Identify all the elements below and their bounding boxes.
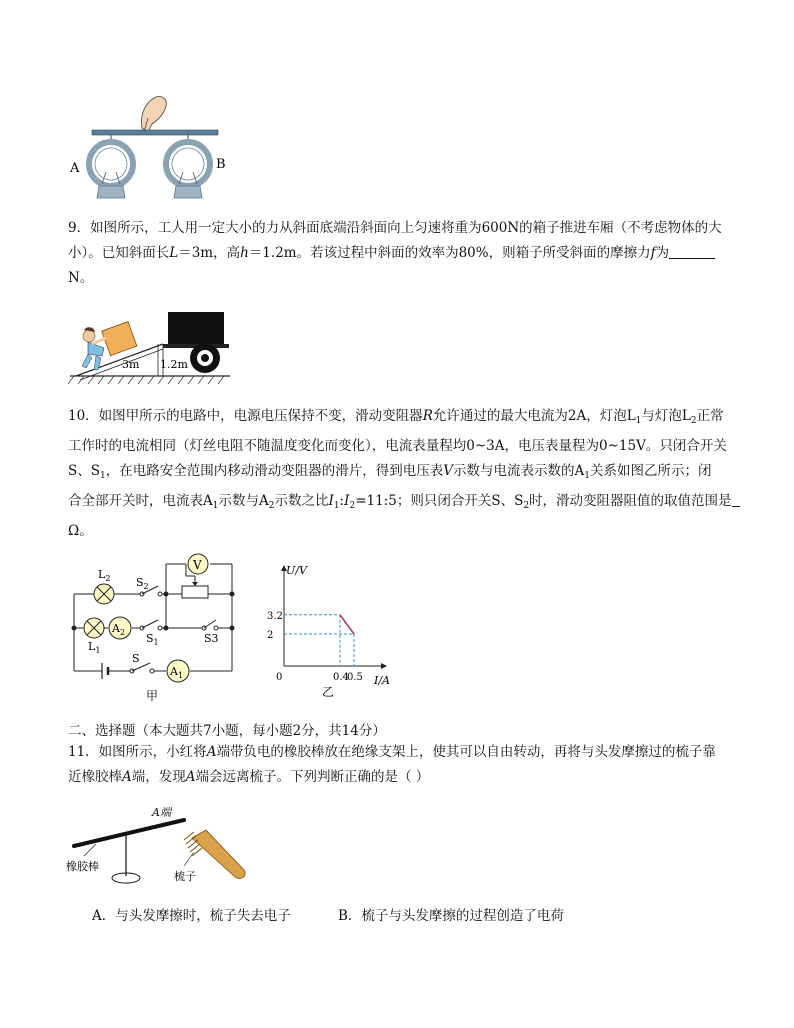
rod-comb-figure bbox=[66, 804, 256, 890]
q10-line-4: 合全部开关时，电流表$A_1$示数与$A_2$示数之比$I_1:I_2=11:5$；则只闭合开关S、$S_2$时，滑动变阻器阻值的取值范围是 bbox=[68, 489, 728, 519]
question-10 bbox=[68, 404, 732, 544]
label-b: B bbox=[216, 157, 226, 172]
switch-s1-icon bbox=[140, 620, 162, 647]
rod bbox=[92, 130, 218, 135]
question-9 bbox=[68, 216, 728, 291]
rubber-rod bbox=[74, 820, 184, 846]
svg-text:L2: $L_2$ bbox=[98, 568, 111, 583]
series-line bbox=[340, 615, 354, 634]
section-2-title: 二、选择题（本大题共7小题，每小题2分，共14分） bbox=[68, 723, 386, 739]
svg-text:S: S bbox=[132, 652, 140, 665]
y-tick-label: 2 bbox=[267, 630, 274, 641]
graph-caption: 乙 bbox=[322, 685, 335, 699]
answer-blank-q10[interactable] bbox=[732, 492, 740, 507]
a-end-label: A端 bbox=[152, 806, 171, 819]
ammeter-a1-icon bbox=[167, 660, 189, 682]
circuit-diagram bbox=[66, 546, 242, 704]
x-tick-label: 0.5 bbox=[347, 672, 363, 683]
q11-line-2: 近橡胶棒A端，发现A端会远离梳子。下列判断正确的是（ ） bbox=[68, 769, 430, 785]
x-axis-label: I/A bbox=[374, 674, 390, 687]
question-11 bbox=[68, 740, 728, 790]
hand-icon bbox=[142, 96, 167, 132]
u-i-graph bbox=[266, 560, 404, 700]
height-label: 1.2m bbox=[160, 358, 188, 371]
box bbox=[102, 322, 137, 356]
y-tick-label: 3.2 bbox=[267, 610, 283, 622]
ammeter-a2-icon bbox=[109, 617, 131, 639]
svg-text:S23: S3 bbox=[204, 632, 219, 645]
circuit-caption: 甲 bbox=[146, 689, 159, 703]
switch-s2-icon bbox=[136, 576, 162, 596]
svg-text:S1: $S_1$ bbox=[146, 632, 159, 647]
x-tick-label: 0.4 bbox=[333, 672, 349, 683]
ring-stand-a bbox=[89, 135, 133, 198]
switch-s3-icon bbox=[202, 620, 219, 645]
q9-line-1: 9．如图所示，工人用一定大小的力从斜面底端沿斜面向上匀速将重为600N的箱子推进车厢（不考虑物体的大 bbox=[68, 220, 722, 236]
voltmeter-icon bbox=[188, 554, 208, 574]
ring-stand-b bbox=[166, 135, 210, 198]
svg-text:L1: $L_1$ bbox=[88, 640, 101, 655]
q10-line-3: S、$S_1$，在电路安全范围内移动滑动变阻器的滑片，得到电压表V示数与电流表示数的$A_1$关系如图乙所示；闭 bbox=[68, 463, 712, 481]
lamp-l1-icon bbox=[84, 618, 104, 655]
magnet-rod-figure bbox=[68, 92, 238, 204]
q10-line-1: 10．如图甲所示的电路中，电源电压保持不变，滑动变阻器R允许通过的最大电流为2A，灯泡$L_1$与灯泡$L_2$正常 bbox=[68, 408, 724, 426]
battery-icon bbox=[102, 663, 108, 679]
q11-line-1: 11．如图所示，小红将A端带负电的橡胶棒放在绝缘支架上，使其可以自由转动，再将与头发摩擦过的梳子靠 bbox=[68, 744, 716, 760]
answer-blank-q9[interactable] bbox=[669, 244, 715, 259]
svg-text:S2: $S_2$ bbox=[136, 576, 149, 591]
q10-line-5: Ω。 bbox=[68, 523, 93, 539]
q9-line-2: 小）。已知斜面长L＝3m，高h＝1.2m。若该过程中斜面的效率为80%，则箱子所受斜面的摩擦力f为 bbox=[68, 241, 728, 266]
option-b[interactable]: B．梳子与头发摩擦的过程创造了电荷 bbox=[338, 908, 564, 924]
q10-line-2: 工作时的电流相同（灯丝电阻不随温度变化而变化），电流表量程均0~3A，电压表量程为0~15V。只闭合开关 bbox=[68, 438, 727, 454]
length-label: 3m bbox=[122, 358, 140, 371]
rod-label: 橡胶棒 bbox=[66, 860, 99, 873]
origin-label: 0 bbox=[276, 672, 283, 683]
comb-label: 梳子 bbox=[174, 870, 196, 883]
q9-line-3: N。 bbox=[68, 270, 94, 286]
svg-text:A1: $A_1$ bbox=[170, 665, 184, 680]
label-a: A bbox=[70, 161, 80, 176]
lamp-l2-icon bbox=[94, 568, 114, 604]
ramp-truck-figure bbox=[68, 308, 234, 390]
switch-s-icon bbox=[130, 652, 154, 673]
svg-text:V: V bbox=[193, 558, 202, 572]
svg-text:A2: $A_2$ bbox=[112, 622, 126, 637]
option-a[interactable]: A．与头发摩擦时，梳子失去电子 bbox=[92, 908, 291, 924]
y-axis-label: U/V bbox=[286, 564, 307, 577]
